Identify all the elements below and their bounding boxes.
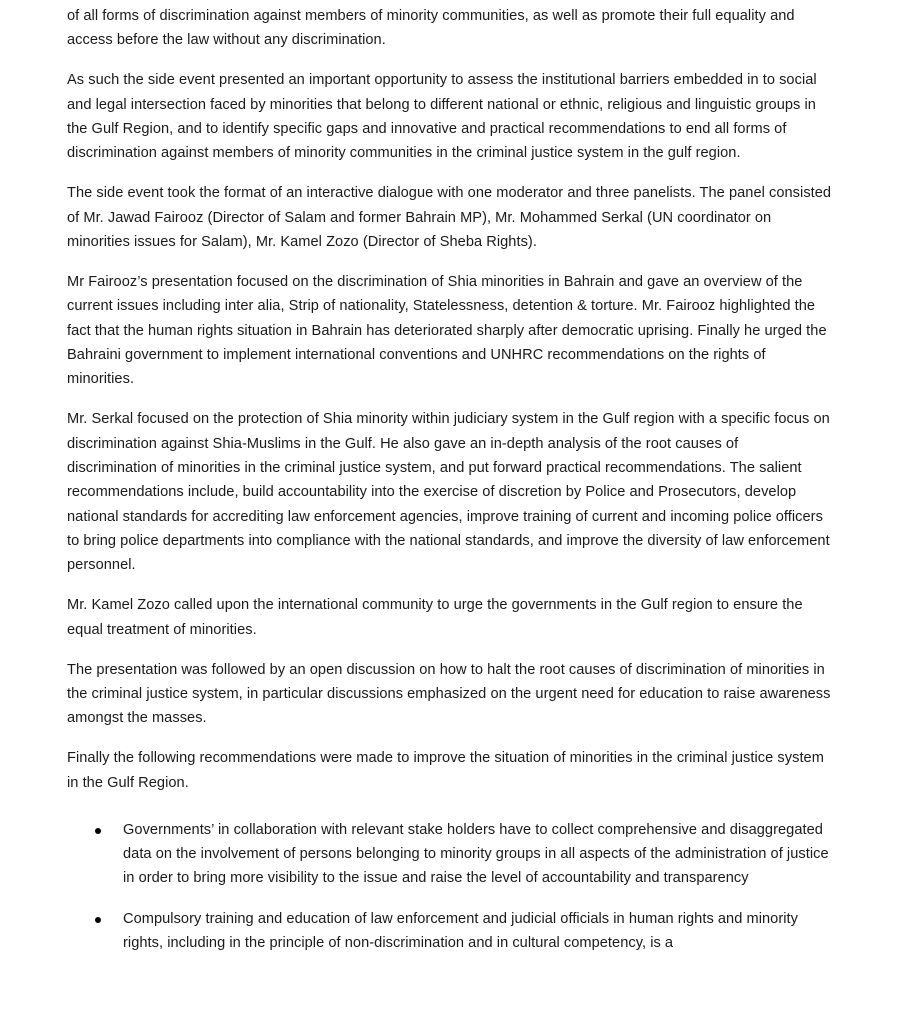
list-item (67, 818, 832, 891)
bullet-icon (95, 828, 101, 834)
list-item (67, 907, 832, 956)
paragraph-serkal-presentation: Mr. Serkal focused on the protection of Shia minority within judiciary system in the Gulf region with a specific focus on discrimination against Shia-Muslims in the Gulf. He also gave an in-depth analysis of the root causes of discrimination of minorities in the criminal justice system, and put forward practical recommendations. The salient recommendations include, build accountability into the exercise of discretion by Police and Prosecutors, develop national standards for accrediting law enforcement agencies, improve training of current and incoming police officers to bring police departments into compliance with the national standards, and improve the diversity of law enforcement personnel. (67, 411, 830, 574)
list-item-text: Governments’ in collaboration with relevant stake holders have to collect comprehensive and disaggregated data on the involvement of persons belonging to minority groups in all aspects of the administration of justice in order to bring more visibility to the issue and raise the level of accountability and transparency (123, 821, 829, 887)
paragraph-panel-format: The side event took the format of an interactive dialogue with one moderator and three panelists. The panel consisted of Mr. Jawad Fairooz (Director of Salam and former Bahrain MP), Mr. Mohammed Serkal (UN coordinator on minorities issues for Salam), Mr. Kamel Zozo (Director of Sheba Rights). (67, 185, 832, 250)
list-item-text: Compulsory training and education of law enforcement and judicial officials in human rights and minority rights, including in the principle of non-discrimination and in cultural competency, is a (123, 910, 798, 951)
paragraph-zozo-presentation: Mr. Kamel Zozo called upon the international community to urge the governments in the Gulf region to ensure the equal treatment of minorities. (67, 597, 803, 638)
paragraph-open-discussion: The presentation was followed by an open discussion on how to halt the root causes of discrimination of minorities in the criminal justice system, in particular discussions emphasized on the urgent need for education to raise awareness amongst the masses. (67, 661, 831, 727)
document-page (67, 4, 832, 971)
paragraph-side-event-opportunity: As such the side event presented an important opportunity to assess the institutional barriers embedded in to social and legal intersection faced by minorities that belong to different national or ethnic, religious and linguistic groups in the Gulf Region, and to identify specific gaps and innovative and practical recommendations to end all forms of discrimination against members of minority communities in the criminal justice system in the gulf region. (67, 72, 817, 162)
recommendations-list (67, 818, 832, 955)
paragraph-fairooz-presentation: Mr Fairooz’s presentation focused on the discrimination of Shia minorities in Bahrain and gave an overview of the current issues including inter alia, Strip of nationality, Statelessness, detention & torture. Mr. Fairooz highlighted the fact that the human rights situation in Bahrain has deteriorated sharply after democratic uprising. Finally he urged the Bahraini government to implement international conventions and UNHRC recommendations on the rights of minorities. (67, 274, 827, 388)
paragraph-recommendations-intro: Finally the following recommendations were made to improve the situation of minorities in the criminal justice system in the Gulf Region. (67, 750, 824, 791)
paragraph-equality-before-law: of all forms of discrimination against members of minority communities, as well as promote their full equality and access before the law without any discrimination. (67, 8, 795, 49)
bullet-icon (95, 917, 101, 923)
